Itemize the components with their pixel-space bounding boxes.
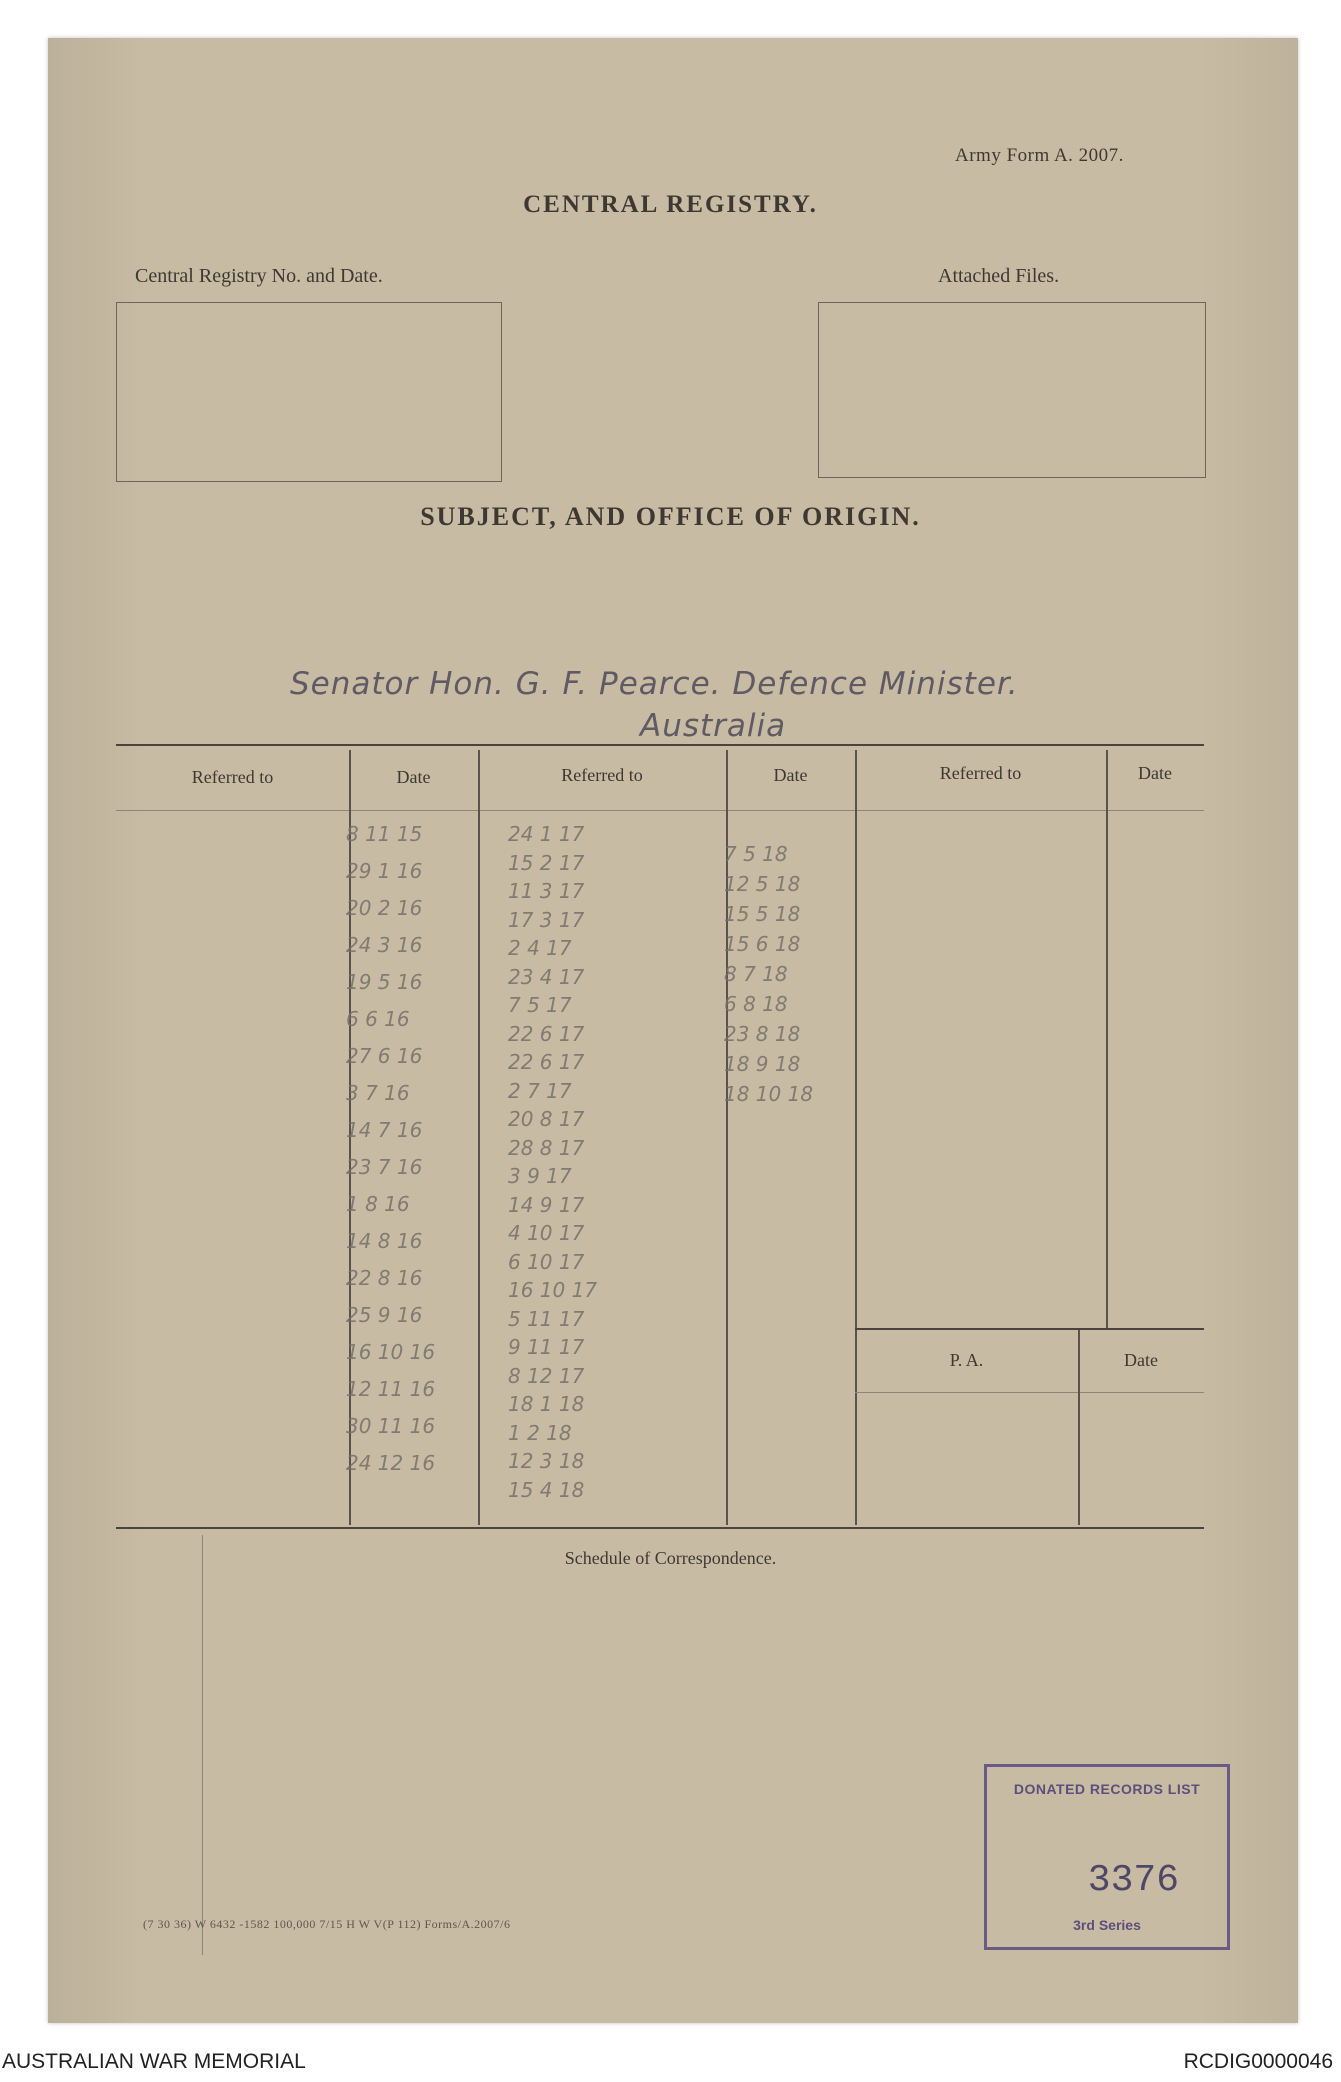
pencil-date: 14 8 16 <box>346 1229 423 1253</box>
col1-referred-header: Referred to <box>191 767 274 787</box>
pencil-date: 28 8 17 <box>508 1135 585 1160</box>
pencil-date: 20 2 16 <box>346 896 423 920</box>
pencil-date: 14 9 17 <box>508 1192 585 1217</box>
pencil-date: 30 11 16 <box>346 1414 436 1438</box>
pencil-date: 22 6 17 <box>508 1050 585 1074</box>
pencil-date: 11 3 17 <box>508 879 585 903</box>
stamp-number: 3376 <box>1087 1859 1179 1902</box>
pencil-date: 2 7 17 <box>508 1078 572 1103</box>
pencil-date: 24 12 16 <box>346 1451 436 1475</box>
schedule-label: Schedule of Correspondence. <box>564 1548 777 1568</box>
pencil-date: 15 6 18 <box>724 932 801 956</box>
table-column-rule <box>1106 750 1108 1328</box>
pencil-date: 7 5 18 <box>724 842 788 866</box>
pencil-date: 24 3 16 <box>346 933 423 957</box>
pencil-date: 6 6 16 <box>346 1007 410 1031</box>
registry-number-box <box>116 302 502 482</box>
table-bottom-rule <box>116 1527 1204 1529</box>
pencil-date: 15 2 17 <box>508 850 585 875</box>
pencil-date: 8 12 17 <box>508 1363 585 1388</box>
pencil-date: 2 4 17 <box>508 936 572 960</box>
pencil-date: 20 8 17 <box>508 1107 585 1131</box>
pencil-date: 7 5 17 <box>508 993 572 1017</box>
table-column-rule <box>478 750 480 1525</box>
subject-heading: SUBJECT, AND OFFICE OF ORIGIN. <box>420 502 921 531</box>
pencil-date: 9 11 17 <box>508 1335 585 1359</box>
caption-right: RCDIG0000046 <box>1183 2050 1333 2073</box>
registry-heading: CENTRAL REGISTRY. <box>523 191 818 218</box>
pencil-date: 23 7 16 <box>346 1155 423 1179</box>
pencil-date: 24 1 17 <box>508 822 585 846</box>
pencil-date: 16 10 17 <box>508 1278 598 1302</box>
pa-header: P. A. <box>949 1350 984 1370</box>
pencil-date: 22 6 17 <box>508 1021 585 1046</box>
pencil-date: 17 3 17 <box>508 907 585 932</box>
col2-date-header: Date <box>773 765 808 785</box>
stamp-series: 3rd Series <box>1073 1917 1141 1933</box>
col3-date-header: Date <box>1138 763 1172 783</box>
pencil-date: 6 8 18 <box>724 992 788 1016</box>
table-top-rule <box>116 744 1204 746</box>
donated-records-stamp <box>984 1764 1230 1950</box>
registry-number-label: Central Registry No. and Date. <box>135 265 383 287</box>
pencil-date: 22 8 16 <box>346 1266 423 1290</box>
pencil-date: 29 1 16 <box>346 859 423 883</box>
pencil-date: 4 10 17 <box>508 1221 585 1245</box>
pencil-date: 12 3 18 <box>508 1449 585 1473</box>
subject-handwritten-line2: Australia <box>640 708 787 744</box>
pa-header-rule <box>855 1392 1204 1393</box>
pencil-date: 23 8 18 <box>724 1022 801 1046</box>
col3-referred-header: Referred to <box>939 763 1022 783</box>
printer-imprint: (7 30 36) W 6432 -1582 100,000 7/15 H W V(P 112) Forms/A.2007/6 <box>143 1917 511 1931</box>
pencil-date: 14 7 16 <box>346 1118 423 1142</box>
pencil-date: 19 5 16 <box>346 970 423 994</box>
pencil-date: 1 8 16 <box>346 1192 410 1216</box>
pencil-date: 18 9 18 <box>724 1052 801 1076</box>
pencil-date: 1 2 18 <box>508 1420 572 1445</box>
pencil-date: 12 11 16 <box>346 1377 436 1401</box>
caption-left: AUSTRALIAN WAR MEMORIAL <box>2 2050 306 2073</box>
pencil-date: 16 10 16 <box>346 1340 436 1364</box>
pencil-date: 27 6 16 <box>346 1044 423 1068</box>
pencil-date: 23 4 17 <box>508 964 585 989</box>
pencil-date: 6 10 17 <box>508 1249 585 1274</box>
stamp-title: DONATED RECORDS LIST <box>1013 1781 1201 1797</box>
pencil-date: 8 11 15 <box>346 822 423 846</box>
pencil-date: 18 10 18 <box>724 1082 814 1106</box>
pa-top-rule <box>855 1328 1204 1330</box>
subject-handwritten-line1: Senator Hon. G. F. Pearce. Defence Minister. <box>290 666 1019 702</box>
pencil-date: 15 4 18 <box>508 1477 585 1502</box>
pencil-date: 3 7 16 <box>346 1081 410 1105</box>
table-column-rule <box>726 750 728 1525</box>
col2-referred-header: Referred to <box>561 765 643 785</box>
pencil-date: 3 9 17 <box>508 1164 572 1188</box>
schedule-margin-rule <box>202 1535 203 1955</box>
table-header-rule <box>116 810 1204 811</box>
pencil-date: 5 11 17 <box>508 1306 585 1331</box>
table-column-rule <box>855 750 857 1525</box>
pencil-date: 18 1 18 <box>508 1392 585 1416</box>
pencil-date: 12 5 18 <box>724 872 801 896</box>
attached-files-box <box>818 302 1206 478</box>
pencil-date: 15 5 18 <box>724 902 801 926</box>
attached-files-label: Attached Files. <box>938 265 1060 287</box>
pencil-date: 8 7 18 <box>724 962 788 986</box>
col1-date-header: Date <box>396 767 431 787</box>
pa-date-header: Date <box>1124 1350 1158 1370</box>
pencil-date: 25 9 16 <box>346 1303 423 1327</box>
form-number: Army Form A. 2007. <box>955 145 1124 166</box>
